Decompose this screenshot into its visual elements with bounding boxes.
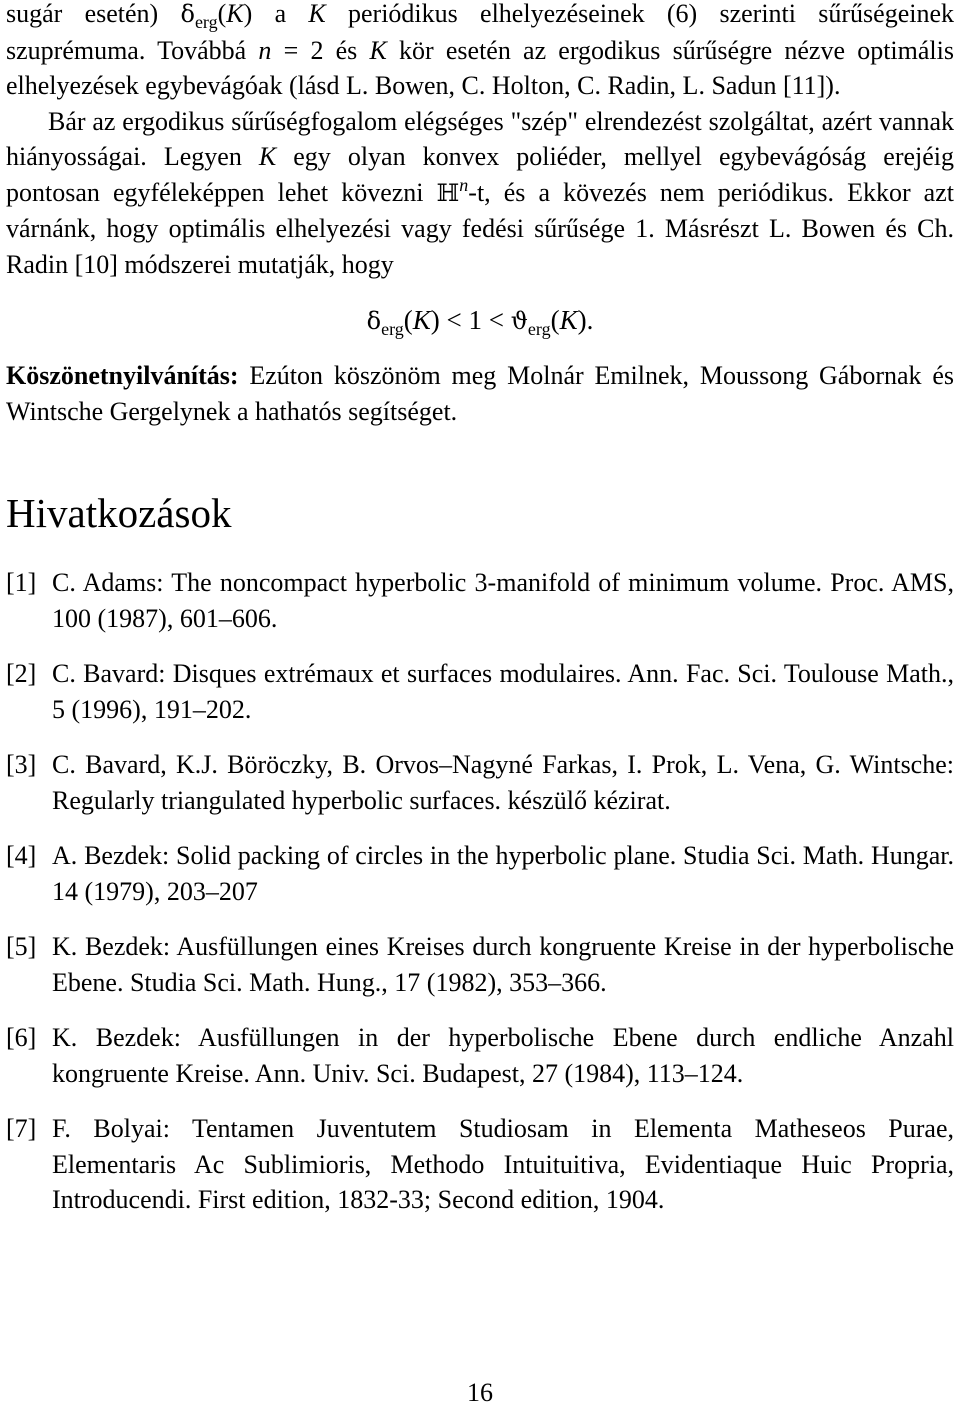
page-number: 16 [467,1378,493,1407]
hyperbolic-space-symbol: ℍ [436,178,460,207]
reference-item: [3] C. Bavard, K.J. Böröczky, B. Orvos–Nagyné Farkas, I. Prok, L. Vena, G. Wintsche: Regularly triangulated hyperbolic surfaces. készülő kézirat. [6,750,954,815]
reference-item: [1] C. Adams: The noncompact hyperbolic 3-manifold of minimum volume. Proc. AMS, 100 (1987), 601–606. [6,568,954,633]
acknowledgement-label: Köszönetnyilvánítás: [6,361,239,390]
reference-list [6,565,954,1218]
display-formula: $\delta_{erg}(K) < 1 < ϑ_{erg}(K)$. [366,305,594,339]
acknowledgement: Köszönetnyilvánítás: Ezúton köszönöm meg Molnár Emilnek, Moussong Gábornak és Wintsche Gergelynek a hathatós segítséget. [6,361,954,426]
reference-item: [4] A. Bezdek: Solid packing of circles in the hyperbolic plane. Studia Sci. Math. Hungar. 14 (1979), 203–207 [6,841,954,906]
references-heading: Hivatkozások [6,490,232,536]
delta-symbol: δ [180,0,195,28]
reference-item: [5] K. Bezdek: Ausfüllungen eines Kreises durch kongruente Kreise in der hyperbolische Ebene. Studia Sci. Math. Hung., 17 (1982), 353–366. [6,932,954,997]
page [6,0,954,1218]
paragraph-ergodic-deficiency: Bár az ergodikus sűrűségfogalom elégséges "szép" elrendezést szolgáltat, azért vannak hiányosságai. Legyen K egy olyan konvex poliéder, mellyel egybevágóság erejéig pontosan egyféleképpen lehet kövezni ℍ$^n$-t, és a kövezés nem periódikus. Ekkor azt várnánk, hogy optimális elhelyezési vagy fedési sűrűsége 1. Másrészt L. Bowen és Ch. Radin [10] módszerei mutatják, hogy [6,106,954,279]
reference-item: [6] K. Bezdek: Ausfüllungen in der hyperbolische Ebene durch endliche Anzahl kongruente Kreise. Ann. Univ. Sci. Budapest, 27 (1984), 113–124. [6,1023,954,1088]
reference-item: [2] C. Bavard: Disques extrémaux et surfaces modulaires. Ann. Fac. Sci. Toulouse Math., 5 (1996), 191–202. [6,659,954,724]
paragraph-density-intro: sugár esetén) $\delta_{erg}(K)$ a K periódikus elhelyezéseinek (6) szerinti sűrűségeinek szuprémuma. Továbbá n = 2 és K kör esetén az ergodikus sűrűségre nézve optimális elhelyezések egybevágóak (lásd L. Bowen, C. Holton, C. Radin, L. Sadun [11]). [6,0,955,100]
reference-item: [7] F. Bolyai: Tentamen Juventutem Studiosam in Elementa Matheseos Purae, Elementaris Ac Sublimioris, Methodo Intuituitiva, Evidentiaque Huic Propria, Introducendi. First edition, 1832-33; Second edition, 1904. [6,1114,954,1214]
